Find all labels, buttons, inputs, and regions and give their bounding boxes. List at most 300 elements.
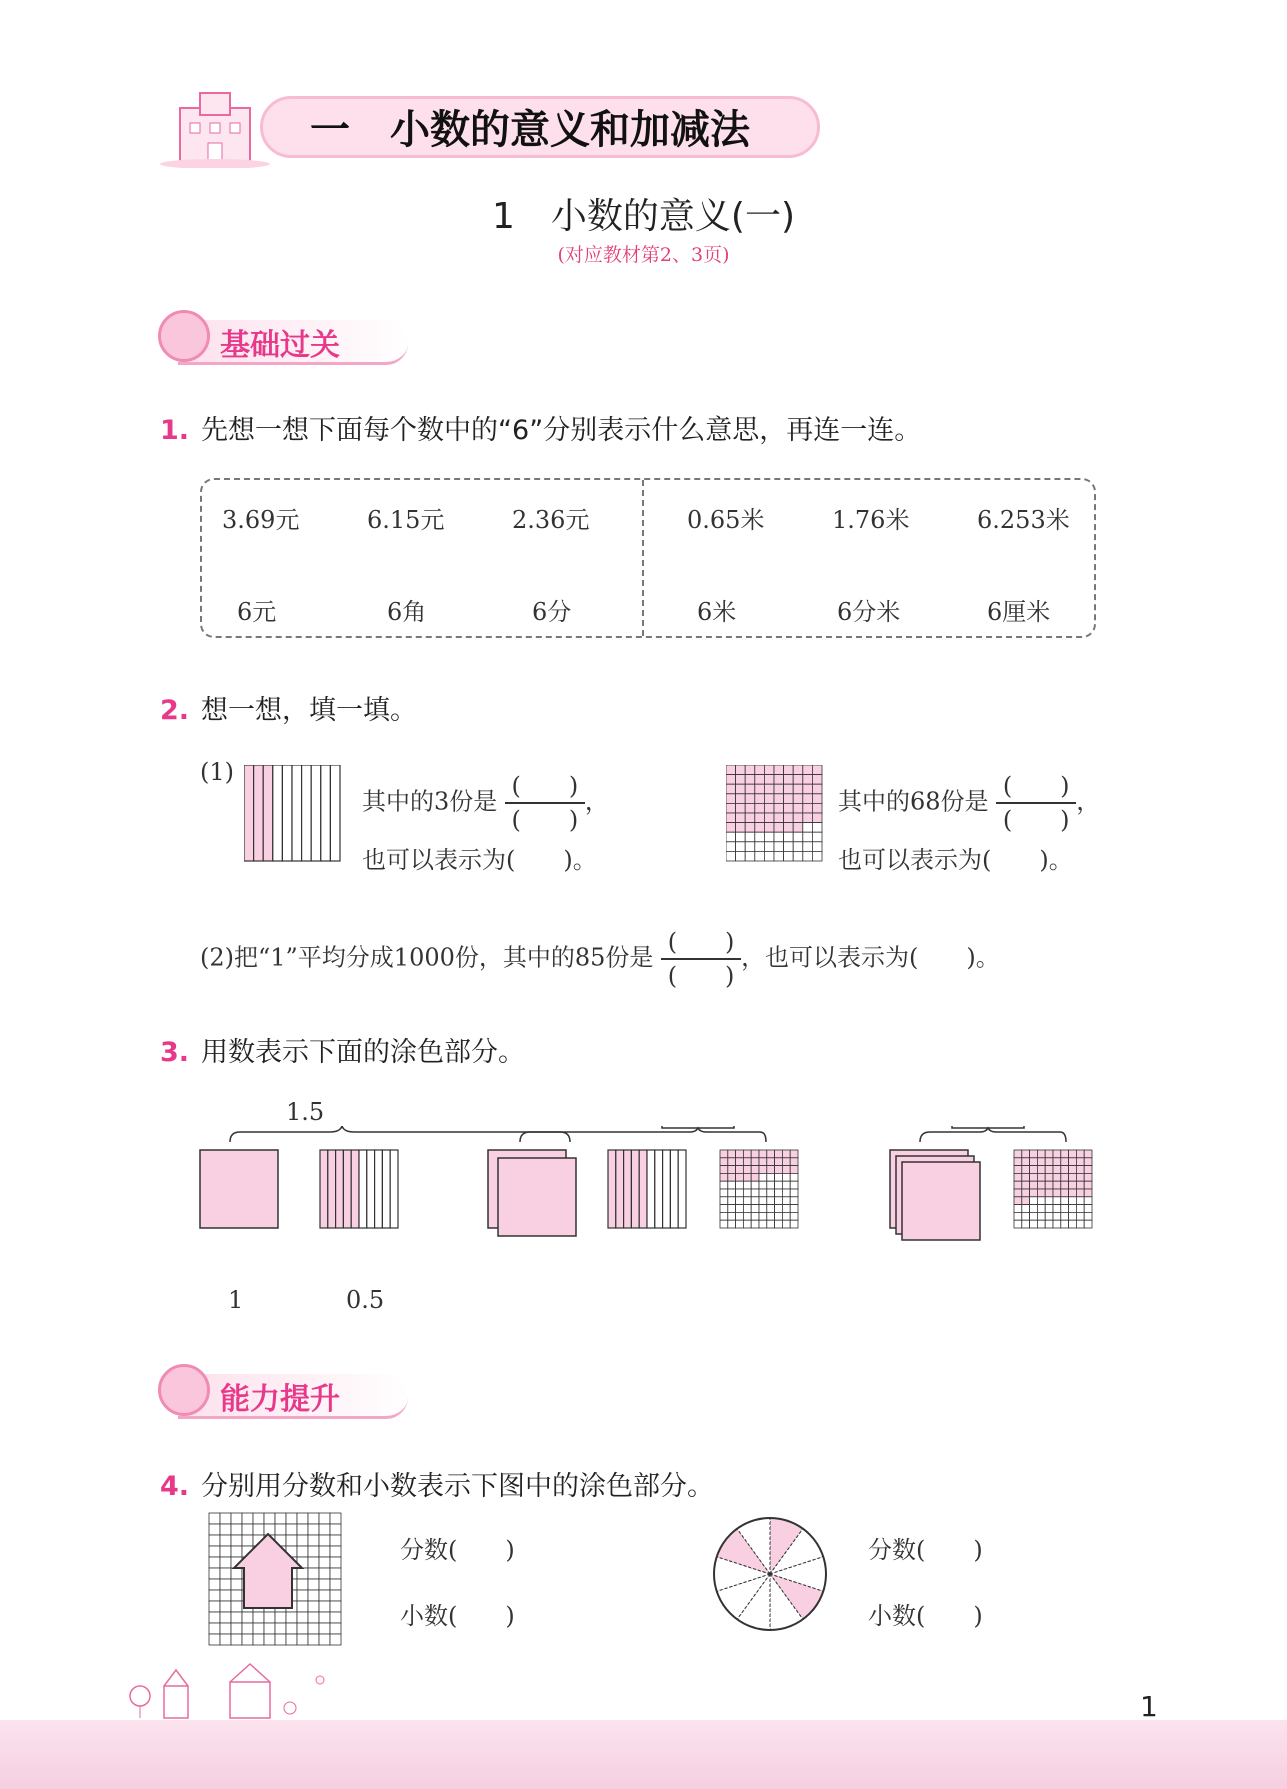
q1-left-top-3[interactable]: 2.36元	[512, 506, 590, 534]
grid-cell	[812, 794, 822, 804]
grid-cell	[1022, 1197, 1030, 1205]
cartoon-monkey-icon	[158, 1364, 210, 1416]
grid-cell	[751, 1205, 759, 1213]
grid-cell	[790, 1158, 798, 1166]
q3-example-square	[200, 1150, 278, 1228]
section-advanced-label: 能力提升	[220, 1382, 340, 1417]
q2-p2-denominator: ( )	[667, 962, 735, 990]
grid-cell	[767, 1166, 775, 1174]
strip-cell	[670, 1150, 678, 1228]
grid-cell	[793, 784, 803, 794]
grid-cell	[1061, 1166, 1069, 1174]
strip-cell	[647, 1150, 655, 1228]
grid-cell	[759, 1150, 767, 1158]
q1-right-top-3[interactable]: 6.253米	[977, 506, 1070, 534]
q2-p1b-denominator: ( )	[1002, 806, 1070, 834]
grid-cell	[1022, 1173, 1030, 1181]
grid-cell	[1069, 1173, 1077, 1181]
grid-cell	[745, 851, 755, 861]
grid-cell	[308, 1535, 319, 1546]
q2-p1a-denominator: ( )	[511, 806, 579, 834]
grid-cell	[736, 1197, 744, 1205]
grid-cell	[1053, 1189, 1061, 1197]
strip-cell	[390, 1150, 398, 1228]
grid-cell	[790, 1166, 798, 1174]
grid-cell	[330, 1513, 341, 1524]
grid-cell	[743, 1181, 751, 1189]
grid-cell	[745, 803, 755, 813]
grid-cell	[297, 1579, 308, 1590]
grid-cell	[736, 794, 746, 804]
grid-cell	[1076, 1158, 1084, 1166]
grid-cell	[759, 1212, 767, 1220]
grid-cell	[767, 1158, 775, 1166]
q2-p2-fraction-blank[interactable]	[661, 928, 741, 990]
grid-cell	[297, 1535, 308, 1546]
grid-cell	[1053, 1181, 1061, 1189]
grid-cell	[775, 1220, 783, 1228]
grid-cell	[1045, 1220, 1053, 1228]
grid-cell	[790, 1220, 798, 1228]
grid-cell	[1030, 1150, 1038, 1158]
grid-cell	[764, 823, 774, 833]
grid-cell	[751, 1173, 759, 1181]
grid-cell	[728, 1158, 736, 1166]
q3-text: 用数表示下面的涂色部分。	[201, 1037, 526, 1068]
grid-cell	[784, 851, 794, 861]
grid-cell	[1045, 1197, 1053, 1205]
grid-cell	[1014, 1197, 1022, 1205]
grid-cell	[775, 1181, 783, 1189]
grid-cell	[775, 1158, 783, 1166]
grid-cell	[774, 765, 784, 775]
grid-cell	[308, 1513, 319, 1524]
grid-cell	[736, 803, 746, 813]
q2-p1b-also[interactable]: 也可以表示为( )。	[838, 846, 1073, 874]
grid-cell	[774, 803, 784, 813]
grid-cell	[1014, 1173, 1022, 1181]
q1-left-bottom-2[interactable]: 6角	[387, 598, 427, 626]
grid-cell	[297, 1601, 308, 1612]
q3-example-total: 1.5	[286, 1098, 325, 1126]
grid-cell	[755, 775, 765, 785]
grid-cell	[784, 775, 794, 785]
grid-cell	[736, 765, 746, 775]
grid-cell	[759, 1181, 767, 1189]
grid-cell	[1061, 1158, 1069, 1166]
grid-cell	[209, 1546, 220, 1557]
strip-cell	[678, 1150, 686, 1228]
town-doodle-icon	[120, 1660, 400, 1720]
grid-cell	[764, 832, 774, 842]
grid-cell	[755, 803, 765, 813]
strip-cell	[367, 1150, 375, 1228]
grid-cell	[803, 794, 813, 804]
grid-cell	[220, 1568, 231, 1579]
grid-cell	[793, 813, 803, 823]
q2-text: 想一想，填一填。	[201, 695, 418, 726]
grid-cell	[759, 1166, 767, 1174]
grid-cell	[264, 1623, 275, 1634]
strip-cell	[343, 1150, 351, 1228]
grid-cell	[775, 1197, 783, 1205]
grid-cell	[330, 1623, 341, 1634]
strip-cell	[328, 1150, 336, 1228]
grid-cell	[764, 803, 774, 813]
grid-cell	[745, 842, 755, 852]
grid-cell	[775, 1212, 783, 1220]
grid-cell	[220, 1601, 231, 1612]
grid-cell	[253, 1513, 264, 1524]
grid-cell	[745, 832, 755, 842]
q2-strip-diagram	[244, 765, 344, 865]
grid-cell	[297, 1524, 308, 1535]
strip-cell	[292, 765, 302, 861]
grid-cell	[736, 1220, 744, 1228]
grid-cell	[784, 794, 794, 804]
fraction-bar	[996, 802, 1076, 804]
grid-cell	[764, 765, 774, 775]
grid-cell	[1069, 1197, 1077, 1205]
grid-cell	[812, 803, 822, 813]
grid-cell	[774, 823, 784, 833]
grid-cell	[1014, 1212, 1022, 1220]
grid-cell	[1084, 1189, 1092, 1197]
grid-cell	[1037, 1197, 1045, 1205]
grid-cell	[790, 1205, 798, 1213]
grid-cell	[209, 1513, 220, 1524]
strip-cell	[302, 765, 312, 861]
grid-cell	[1045, 1181, 1053, 1189]
grid-cell	[231, 1568, 242, 1579]
grid-cell	[743, 1189, 751, 1197]
grid-cell	[759, 1197, 767, 1205]
grid-cell	[751, 1166, 759, 1174]
grid-cell	[790, 1197, 798, 1205]
grid-cell	[231, 1612, 242, 1623]
grid-cell	[1030, 1189, 1038, 1197]
q1-divider	[642, 480, 644, 636]
grid-cell	[775, 1205, 783, 1213]
grid-cell	[231, 1590, 242, 1601]
grid-cell	[209, 1579, 220, 1590]
grid-cell	[1076, 1181, 1084, 1189]
grid-cell	[220, 1634, 231, 1645]
grid-cell	[755, 784, 765, 794]
grid-cell	[790, 1212, 798, 1220]
grid-cell	[275, 1524, 286, 1535]
grid-cell	[1076, 1189, 1084, 1197]
grid-cell	[209, 1612, 220, 1623]
grid-cell	[330, 1590, 341, 1601]
grid-cell	[1076, 1212, 1084, 1220]
grid-cell	[1014, 1166, 1022, 1174]
q1-right-bottom-3[interactable]: 6厘米	[987, 598, 1051, 626]
grid-cell	[720, 1166, 728, 1174]
grid-cell	[784, 784, 794, 794]
q4-grid-fraction-blank[interactable]: 分数( )	[400, 1536, 515, 1564]
grid-cell	[1084, 1166, 1092, 1174]
grid-cell	[759, 1205, 767, 1213]
grid-cell	[1084, 1220, 1092, 1228]
grid-cell	[743, 1166, 751, 1174]
cartoon-girl-icon	[158, 310, 210, 362]
grid-cell	[743, 1150, 751, 1158]
grid-cell	[330, 1557, 341, 1568]
strip-cell	[663, 1150, 671, 1228]
strip-cell	[282, 765, 292, 861]
grid-cell	[264, 1634, 275, 1645]
grid-cell	[728, 1205, 736, 1213]
grid-cell	[767, 1212, 775, 1220]
grid-cell	[1076, 1205, 1084, 1213]
grid-cell	[764, 842, 774, 852]
chapter-title: 一 小数的意义和加减法	[310, 107, 750, 153]
q2-p1a-fraction-blank[interactable]	[505, 772, 585, 834]
grid-cell	[1069, 1220, 1077, 1228]
q3-example-part2: 0.5	[346, 1286, 385, 1314]
grid-cell	[736, 1150, 744, 1158]
grid-cell	[1030, 1197, 1038, 1205]
grid-cell	[1030, 1181, 1038, 1189]
strip-cell	[639, 1150, 647, 1228]
grid-cell	[1084, 1197, 1092, 1205]
grid-cell	[751, 1189, 759, 1197]
q4-arrow-grid	[208, 1512, 344, 1648]
q4-number: 4.	[160, 1471, 190, 1502]
q1-right-bottom-2[interactable]: 6分米	[837, 598, 901, 626]
q1-right-top-1[interactable]: 0.65米	[687, 506, 765, 534]
grid-cell	[1045, 1158, 1053, 1166]
strip-cell	[655, 1150, 663, 1228]
grid-cell	[793, 823, 803, 833]
q3-example-brace	[230, 1126, 570, 1142]
grid-cell	[1037, 1173, 1045, 1181]
grid-cell	[1069, 1158, 1077, 1166]
grid-cell	[803, 823, 813, 833]
chapter-banner	[160, 88, 820, 166]
grid-cell	[1084, 1158, 1092, 1166]
grid-cell	[253, 1623, 264, 1634]
strip-cell	[351, 1150, 359, 1228]
grid-cell	[264, 1513, 275, 1524]
q2-p1b-fraction-blank[interactable]	[996, 772, 1076, 834]
grid-cell	[220, 1579, 231, 1590]
grid-cell	[774, 813, 784, 823]
grid-cell	[736, 1189, 744, 1197]
section-advanced	[158, 1362, 418, 1422]
grid-cell	[1053, 1197, 1061, 1205]
grid-cell	[755, 823, 765, 833]
grid-cell	[1030, 1220, 1038, 1228]
grid-cell	[220, 1513, 231, 1524]
grid-cell	[784, 803, 794, 813]
strip-cell	[631, 1150, 639, 1228]
grid-cell	[220, 1524, 231, 1535]
q2-p1a-numerator: ( )	[511, 772, 579, 800]
grid-cell	[297, 1568, 308, 1579]
grid-cell	[764, 851, 774, 861]
grid-cell	[720, 1197, 728, 1205]
grid-cell	[1069, 1205, 1077, 1213]
grid-cell	[1037, 1220, 1045, 1228]
strip-cell	[616, 1150, 624, 1228]
strip-cell	[321, 765, 331, 861]
grid-cell	[767, 1220, 775, 1228]
q2-p1a-also[interactable]: 也可以表示为( )。	[362, 846, 597, 874]
q3-diagrams	[190, 1126, 1190, 1276]
grid-cell	[782, 1212, 790, 1220]
grid-cell	[209, 1557, 220, 1568]
q2-prompt	[160, 688, 417, 727]
q1-left-bottom-3[interactable]: 6分	[532, 598, 572, 626]
grid-cell	[308, 1524, 319, 1535]
grid-cell	[308, 1546, 319, 1557]
grid-cell	[253, 1524, 264, 1535]
grid-cell	[767, 1197, 775, 1205]
grid-cell	[1030, 1158, 1038, 1166]
grid-cell	[286, 1524, 297, 1535]
q1-left-top-1[interactable]: 3.69元	[222, 506, 300, 534]
q4-circle-decimal-blank[interactable]: 小数( )	[868, 1602, 983, 1630]
grid-cell	[764, 775, 774, 785]
grid-cell	[728, 1197, 736, 1205]
grid-cell	[1037, 1205, 1045, 1213]
q4-grid-decimal-blank[interactable]: 小数( )	[400, 1602, 515, 1630]
q2-p1b-numerator: ( )	[1002, 772, 1070, 800]
grid-cell	[782, 1150, 790, 1158]
strip-cell	[330, 765, 340, 861]
grid-cell	[220, 1546, 231, 1557]
grid-cell	[803, 813, 813, 823]
grid-cell	[736, 784, 746, 794]
q1-left-bottom-1[interactable]: 6元	[237, 598, 277, 626]
q4-circle-fraction-blank[interactable]: 分数( )	[868, 1536, 983, 1564]
grid-cell	[745, 823, 755, 833]
grid-cell	[784, 765, 794, 775]
grid-cell	[1022, 1205, 1030, 1213]
grid-cell	[790, 1150, 798, 1158]
q1-left-top-2[interactable]: 6.15元	[367, 506, 445, 534]
grid-cell	[764, 794, 774, 804]
q4-pie-circle	[710, 1514, 830, 1634]
grid-cell	[297, 1634, 308, 1645]
grid-cell	[743, 1220, 751, 1228]
grid-cell	[286, 1634, 297, 1645]
grid-cell	[736, 1166, 744, 1174]
grid-cell	[726, 765, 736, 775]
grid-cell	[1014, 1189, 1022, 1197]
grid-cell	[726, 803, 736, 813]
grid-cell	[231, 1524, 242, 1535]
grid-cell	[1045, 1150, 1053, 1158]
grid-cell	[812, 823, 822, 833]
grid-cell	[720, 1189, 728, 1197]
grid-cell	[1022, 1220, 1030, 1228]
grid-cell	[319, 1579, 330, 1590]
grid-cell	[790, 1173, 798, 1181]
q1-text: 先想一想下面每个数中的“6”分别表示什么意思，再连一连。	[201, 415, 922, 446]
grid-cell	[774, 775, 784, 785]
grid-cell	[220, 1535, 231, 1546]
grid-cell	[759, 1158, 767, 1166]
fraction-bar	[661, 958, 741, 960]
grid-cell	[319, 1601, 330, 1612]
grid-cell	[720, 1150, 728, 1158]
grid-cell	[275, 1513, 286, 1524]
grid-cell	[774, 851, 784, 861]
grid-cell	[297, 1513, 308, 1524]
grid-cell	[782, 1173, 790, 1181]
grid-cell	[1037, 1189, 1045, 1197]
grid-cell	[209, 1524, 220, 1535]
grid-cell	[812, 775, 822, 785]
strip-cell	[263, 765, 273, 861]
grid-cell	[330, 1579, 341, 1590]
grid-cell	[330, 1601, 341, 1612]
grid-cell	[1014, 1205, 1022, 1213]
grid-cell	[743, 1158, 751, 1166]
grid-cell	[726, 813, 736, 823]
grid-cell	[242, 1612, 253, 1623]
q3-prompt	[160, 1030, 525, 1069]
grid-cell	[1069, 1189, 1077, 1197]
grid-cell	[775, 1173, 783, 1181]
grid-cell	[784, 823, 794, 833]
grid-cell	[1045, 1173, 1053, 1181]
grid-cell	[275, 1634, 286, 1645]
strip-cell	[244, 765, 254, 861]
grid-cell	[784, 832, 794, 842]
grid-cell	[1061, 1212, 1069, 1220]
grid-cell	[231, 1623, 242, 1634]
grid-cell	[1061, 1205, 1069, 1213]
grid-cell	[790, 1181, 798, 1189]
grid-cell	[728, 1181, 736, 1189]
grid-cell	[755, 813, 765, 823]
grid-cell	[745, 813, 755, 823]
grid-cell	[319, 1513, 330, 1524]
grid-cell	[319, 1535, 330, 1546]
q1-right-top-2[interactable]: 1.76米	[832, 506, 910, 534]
grid-cell	[782, 1166, 790, 1174]
grid-cell	[751, 1150, 759, 1158]
grid-cell	[209, 1568, 220, 1579]
q1-right-bottom-1[interactable]: 6米	[697, 598, 737, 626]
grid-cell	[1022, 1189, 1030, 1197]
grid-cell	[1061, 1197, 1069, 1205]
grid-cell	[231, 1546, 242, 1557]
grid-cell	[1069, 1212, 1077, 1220]
grid-cell	[319, 1612, 330, 1623]
grid-cell	[720, 1220, 728, 1228]
grid-cell	[793, 794, 803, 804]
strip-cell	[608, 1150, 616, 1228]
grid-cell	[728, 1166, 736, 1174]
grid-cell	[751, 1181, 759, 1189]
grid-cell	[751, 1197, 759, 1205]
grid-cell	[319, 1568, 330, 1579]
grid-cell	[1084, 1181, 1092, 1189]
grid-cell	[793, 803, 803, 813]
grid-cell	[790, 1189, 798, 1197]
q3-square-b	[498, 1158, 576, 1236]
grid-cell	[726, 823, 736, 833]
grid-cell	[220, 1612, 231, 1623]
q2-p2-text-a: (2)把“1”平均分成1000份，其中的85份是	[200, 943, 654, 972]
grid-cell	[1014, 1150, 1022, 1158]
grid-cell	[242, 1634, 253, 1645]
